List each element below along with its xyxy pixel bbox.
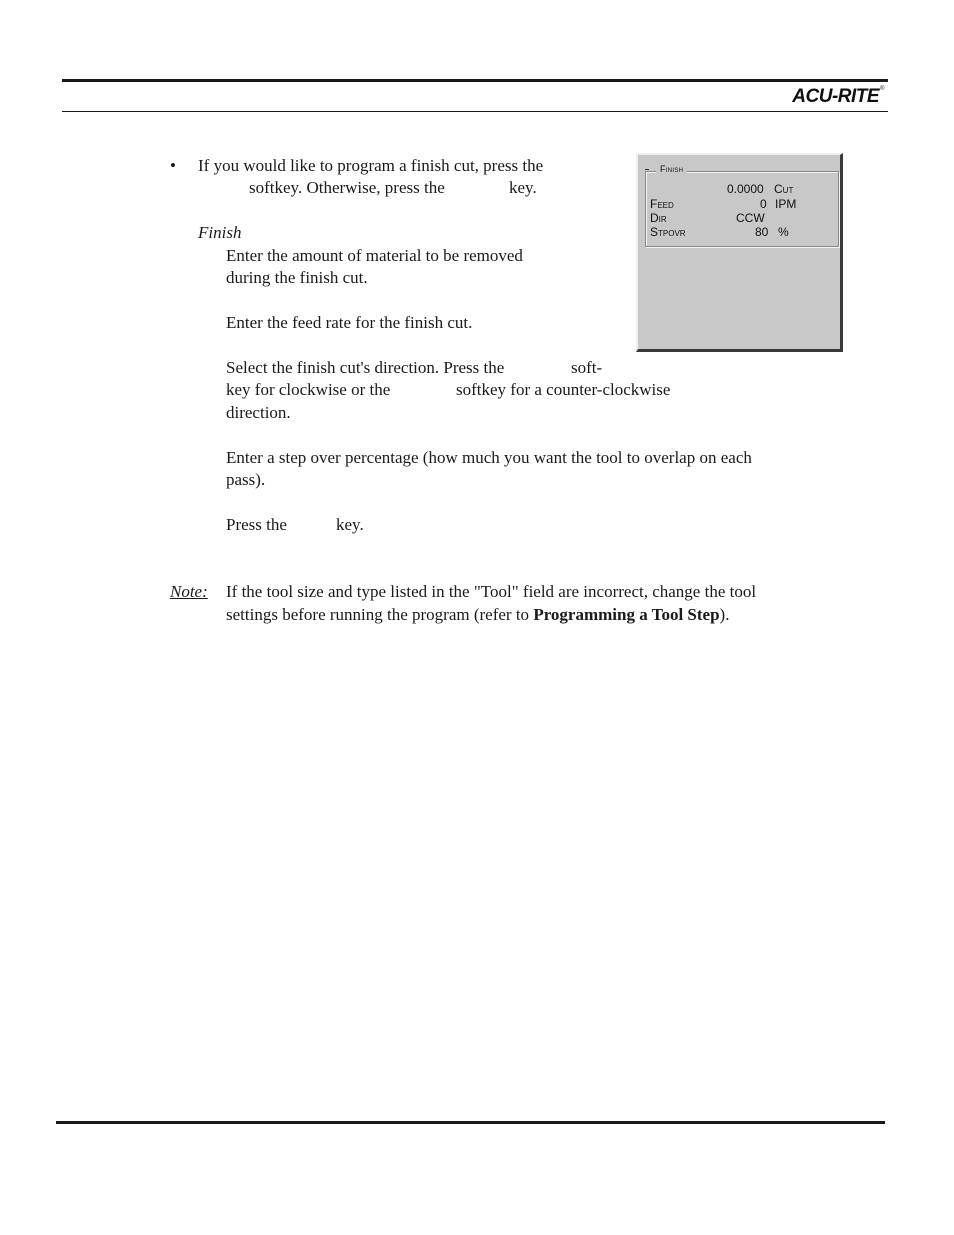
note-label: Note:	[170, 582, 208, 601]
bullet-line-2a: softkey. Otherwise, press the	[249, 178, 445, 197]
finish-para-1-line-2: during the finish cut.	[226, 268, 368, 287]
finish-group-title: Finish	[656, 164, 687, 174]
acu-rite-logo: ACU-RITE®	[792, 86, 884, 107]
direction-line-3: direction.	[226, 403, 291, 422]
group-corner-dash	[645, 169, 649, 170]
stpovr-unit: %	[778, 225, 789, 239]
footer-rule	[56, 1121, 885, 1124]
header-rule-thick	[62, 79, 888, 82]
note-line-2: settings before running the program (refer to Programming a Tool Step).	[226, 605, 730, 624]
direction-line-1b: soft-	[571, 358, 603, 377]
feed-unit: IPM	[775, 197, 797, 211]
direction-line-2a: key for clockwise or the	[226, 380, 391, 399]
bullet-line-2b: key.	[509, 178, 537, 197]
feed-label: Feed	[650, 197, 674, 211]
header-rule-thin	[62, 111, 888, 112]
bullet-line-1: If you would like to program a finish cut, press the	[198, 156, 544, 175]
cut-unit: Cut	[774, 182, 794, 196]
stpovr-value: 80	[755, 225, 769, 239]
finish-para-1-line-1: Enter the amount of material to be removed	[226, 246, 523, 265]
stpovr-label: Stpovr	[650, 225, 686, 239]
direction-line-2b: softkey for a counter-clockwise	[456, 380, 671, 399]
stepover-line-2: pass).	[226, 470, 266, 489]
press-line-a: Press the	[226, 515, 287, 534]
direction-line-1a: Select the finish cut's direction. Press the	[226, 358, 505, 377]
dir-label: Dir	[650, 211, 667, 225]
note-line-1: If the tool size and type listed in the "Tool" field are incorrect, change the tool	[226, 582, 757, 601]
press-line-b: key.	[336, 515, 364, 534]
finish-heading: Finish	[198, 223, 242, 242]
finish-screen-capture	[636, 153, 843, 352]
stepover-line-1: Enter a step over percentage (how much you want the tool to overlap on each	[226, 448, 752, 467]
bullet-mark: •	[170, 156, 176, 175]
dir-value: CCW	[736, 211, 765, 225]
note-reference-link: Programming a Tool Step	[533, 605, 720, 624]
feed-value: 0	[760, 197, 767, 211]
feed-paragraph: Enter the feed rate for the finish cut.	[226, 313, 473, 332]
cut-value: 0.0000	[727, 182, 764, 196]
